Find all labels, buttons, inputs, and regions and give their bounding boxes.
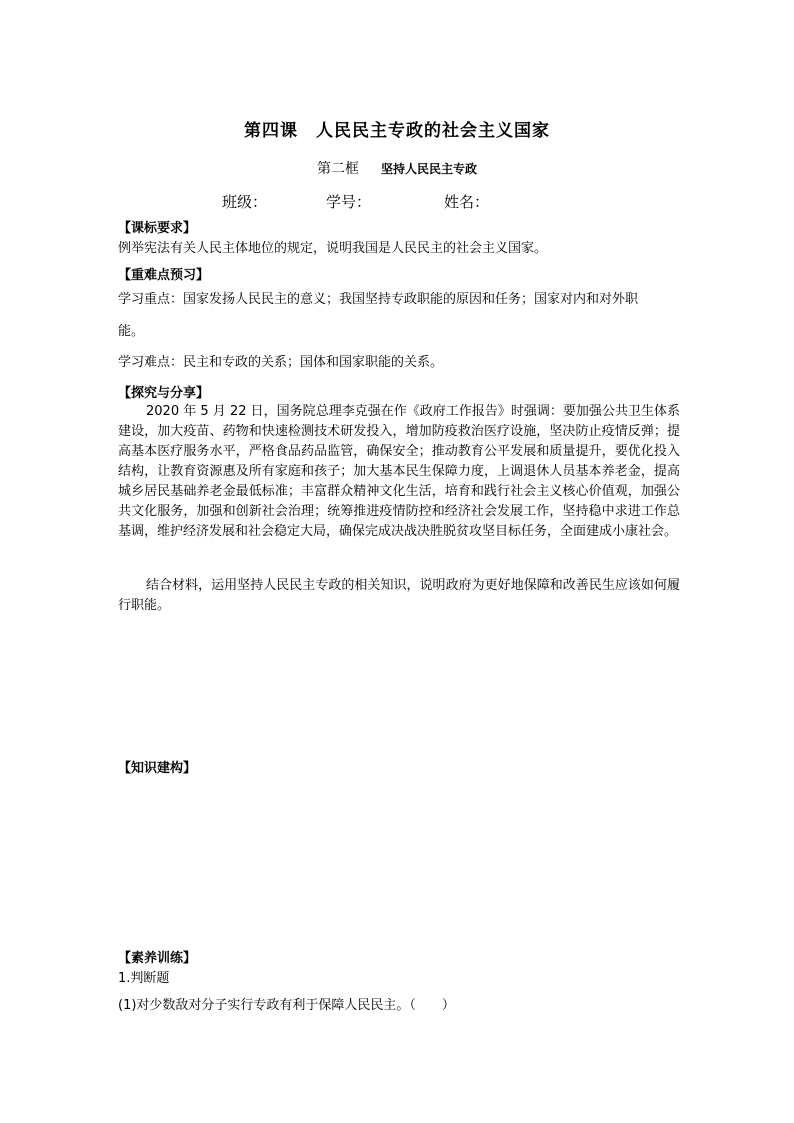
explore-question-paragraph: 结合材料，运用坚持人民民主专政的相关知识，说明政府为更好地保障和改善民生应该如何履行职能。 [118,578,680,613]
explore-material-paragraph: 2020 年 5 月 22 日，国务院总理李克强在作《政府工作报告》时强调：要加强公共卫生体系建设，加大疫苗、药物和快速检测技术研发投入，增加防疫救治医疗设施，坚决防止疫情反弹；提高基本医疗服务水平，严格食品药品监管，确保安全；推动教育公平发展和质量提升，要优化投入结构，让教育资源惠及所有家庭和孩子；加大基本民生保障力度，上调退休人员基本养老金，提高城乡居民基础养老金最低标准；丰富群众精神文化生活，培育和践行社会主义核心价值观，加强公共文化服务，加强和创新社会治理；统筹推进疫情防控和经济社会发展工作，坚持稳中求进工作总基调，维护经济发展和社会稳定大局，确保完成决战决胜脱贫攻坚目标任务，全面建成小康社会。 [118,404,680,539]
preview-heading: 【重难点预习】 [118,268,210,283]
question-type: 1.判断题 [118,971,170,986]
question-1: (1)对少数敌对分子实行专政有利于保障人民民主。（ ） [118,998,455,1013]
class-label: 班级： [222,193,268,211]
key-points-line1: 学习重点：国家发扬人民民主的意义；我国坚持专政职能的原因和任务；国家对内和对外职 [118,292,639,307]
standards-heading: 【课标要求】 [118,221,197,236]
lesson-title: 第四课 人民民主专政的社会主义国家 [244,121,550,141]
knowledge-heading: 【知识建构】 [118,761,197,776]
key-points-line2: 能。 [118,324,145,339]
subtitle-topic: 坚持人民民主专政 [380,162,477,176]
training-heading: 【素养训练】 [118,951,197,966]
standards-text: 例举宪法有关人民主体地位的规定，说明我国是人民民主的社会主义国家。 [118,241,548,256]
difficult-points: 学习难点：民主和专政的关系；国体和国家职能的关系。 [118,355,444,370]
lesson-subtitle [0,158,794,178]
student-number-label: 学号： [326,193,372,211]
student-info-row [222,191,489,212]
student-name-label: 姓名： [444,193,490,211]
explore-heading: 【探究与分享】 [118,386,210,401]
subtitle-section: 第二框 [316,161,359,177]
